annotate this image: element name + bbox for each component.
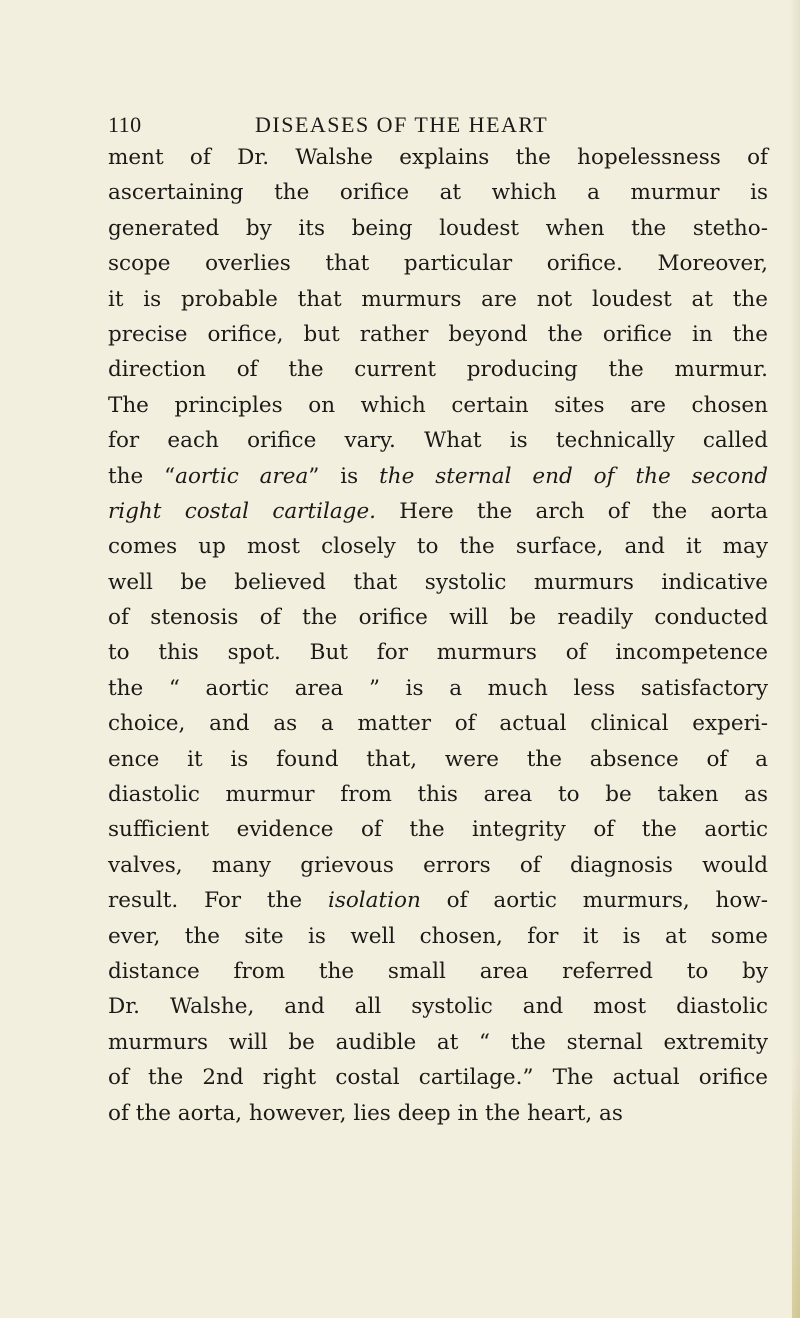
text-segment: to this spot. But for murmurs of incompetence — [108, 640, 768, 666]
page-header — [0, 112, 800, 142]
text-segment: valves, many grievous errors of diagnosis would — [108, 852, 768, 878]
text-line — [108, 954, 768, 989]
text-line — [108, 211, 768, 246]
text-segment: of aortic murmurs, how- — [420, 888, 769, 914]
text-line — [108, 388, 768, 423]
text-segment: diastolic murmur from this area to be taken as — [108, 782, 768, 808]
text-line — [108, 423, 768, 458]
text-segment: direction of the current producing the murmur. — [108, 357, 768, 383]
italic-text: the sternal end of the second — [379, 463, 768, 489]
text-line — [108, 1096, 768, 1131]
text-segment: well be believed that systolic murmurs indicative — [108, 569, 768, 595]
text-line — [108, 989, 768, 1024]
text-line — [108, 1025, 768, 1060]
text-line — [108, 635, 768, 670]
text-segment: ment of Dr. Walshe explains the hopelessness of — [108, 145, 768, 170]
text-line — [108, 742, 768, 777]
text-line — [108, 140, 768, 175]
text-segment: of the 2nd right costal cartilage.” The actual orifice — [108, 1065, 768, 1091]
text-line — [108, 600, 768, 635]
text-line — [108, 246, 768, 281]
text-segment: Here the arch of the aorta — [376, 498, 768, 524]
text-segment: precise orifice, but rather beyond the orifice in the — [108, 321, 768, 347]
text-segment: ” is — [308, 463, 380, 489]
italic-text: right costal cartilage. — [108, 498, 376, 524]
text-line — [108, 494, 768, 529]
body-paragraph — [108, 140, 768, 1131]
text-segment: the “ aortic area ” is a much less satisfactory — [108, 675, 768, 701]
text-segment: choice, and as a matter of actual clinical experi- — [108, 711, 768, 737]
text-segment: ascertaining the orifice at which a murmur is — [108, 180, 768, 206]
text-segment: of stenosis of the orifice will be readily conducted — [108, 605, 768, 631]
text-line — [108, 352, 768, 387]
text-line — [108, 459, 768, 494]
italic-text: isolation — [327, 888, 421, 914]
italic-text: aortic area — [175, 463, 309, 489]
text-line — [108, 529, 768, 564]
text-segment: generated by its being loudest when the stetho- — [108, 215, 768, 241]
page-edge-stain — [792, 1060, 800, 1318]
text-segment: ever, the site is well chosen, for it is at some — [108, 923, 768, 949]
text-segment: ence it is found that, were the absence of a — [108, 746, 768, 772]
text-line — [108, 848, 768, 883]
text-line — [108, 282, 768, 317]
text-segment: sufficient evidence of the integrity of the aortic — [108, 817, 768, 843]
text-line — [108, 175, 768, 210]
text-segment: it is probable that murmurs are not loudest at the — [108, 286, 768, 312]
running-head: DISEASES OF THE HEART — [255, 112, 549, 137]
text-line — [108, 565, 768, 600]
text-segment: The principles on which certain sites are chosen — [108, 392, 768, 418]
text-line — [108, 1060, 768, 1095]
text-segment: the “ — [108, 463, 176, 489]
text-segment: for each orifice vary. What is technically called — [108, 428, 768, 454]
text-segment: comes up most closely to the surface, and it may — [108, 534, 768, 560]
text-segment: murmurs will be audible at “ the sternal extremity — [108, 1029, 768, 1055]
text-line — [108, 777, 768, 812]
text-segment: result. For the — [108, 888, 328, 914]
text-line — [108, 317, 768, 352]
text-line — [108, 919, 768, 954]
text-segment: Dr. Walshe, and all systolic and most diastolic — [108, 994, 768, 1020]
text-line — [108, 706, 768, 741]
text-line — [108, 883, 768, 918]
text-segment: of the aorta, however, lies deep in the heart, as — [108, 1100, 623, 1126]
text-segment: distance from the small area referred to by — [108, 958, 768, 984]
text-line — [108, 812, 768, 847]
page-number: 110 — [108, 112, 142, 137]
text-line — [108, 671, 768, 706]
text-segment: scope overlies that particular orifice. Moreover, — [108, 251, 768, 277]
